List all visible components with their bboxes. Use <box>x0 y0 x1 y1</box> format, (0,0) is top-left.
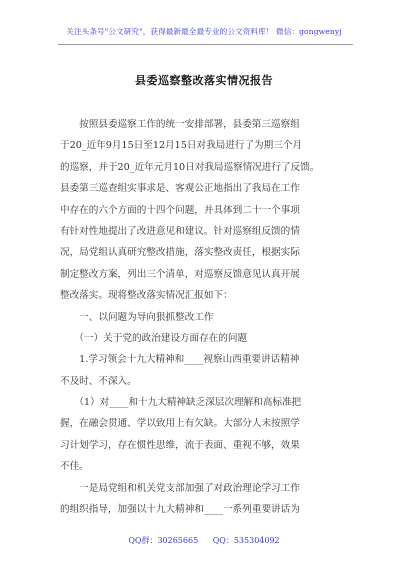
body-line: 于20_近年9月15日至12月15日对我局进行了为期三个月 <box>60 140 303 152</box>
body-line: 的组织指导，加强以十九大精神和____一系列重要讲话为 <box>60 504 300 516</box>
header-banner: 关注头条号"公文研究"，获得最新最全最专业的公文资料库！ 微信：gongwenyj <box>66 27 342 36</box>
body-line: 制定整改方案，列出三个清单，对巡察反馈意见认真开展 <box>60 268 300 280</box>
document-title: 县委巡察整改落实情况报告 <box>135 74 273 87</box>
footer-contact <box>0 535 408 546</box>
body-line: （1）对____和十九大精神缺乏深层次理解和高标准把 <box>60 397 302 409</box>
section-heading: 一、以问题为导向狠抓整改工作 <box>60 311 214 323</box>
body-line: 1.学习领会十九大精神和____视察山西重要讲话精神 <box>60 354 300 366</box>
body-line: 不佳。 <box>60 461 89 473</box>
body-line: 县委第三巡查组实事求是、客观公正地指出了我局在工作 <box>60 183 300 195</box>
body-line: 况，局党组认真研究整改措施，落实整改责任，根据实际 <box>60 247 300 259</box>
document-body <box>60 114 352 520</box>
body-line: 有针对性地提出了改进意见和建议。针对巡察组反馈的情 <box>60 225 300 237</box>
body-line: 习计划学习，存在惯性思维，流于表面、重视不够，效果 <box>60 439 300 451</box>
body-line: 整改落实。现将整改落实情况汇报如下： <box>60 290 233 302</box>
body-line: 的巡察，并于20_近年元月10日对我局巡察情况进行了反馈。 <box>60 161 320 173</box>
body-line: 一是局党组和机关党支部加强了对政治理论学习工作 <box>60 482 300 494</box>
footer-qq-group: QQ群：30265665 <box>128 536 199 545</box>
body-line: 按照县委巡察工作的统一安排部署，县委第三巡察组 <box>60 119 300 130</box>
header-divider <box>58 44 353 45</box>
body-line: 不及时、不深入。 <box>60 375 137 387</box>
body-line: 中存在的六个方面的十四个问题，并具体到二十一个事项 <box>60 204 300 216</box>
body-line: 握，在融会贯通、学以致用上有欠缺。大部分人未按照学 <box>60 418 300 430</box>
footer-qq: QQ：535304092 <box>212 536 280 545</box>
subsection-heading: （一）关于党的政治建设方面存在的问题 <box>60 332 248 344</box>
